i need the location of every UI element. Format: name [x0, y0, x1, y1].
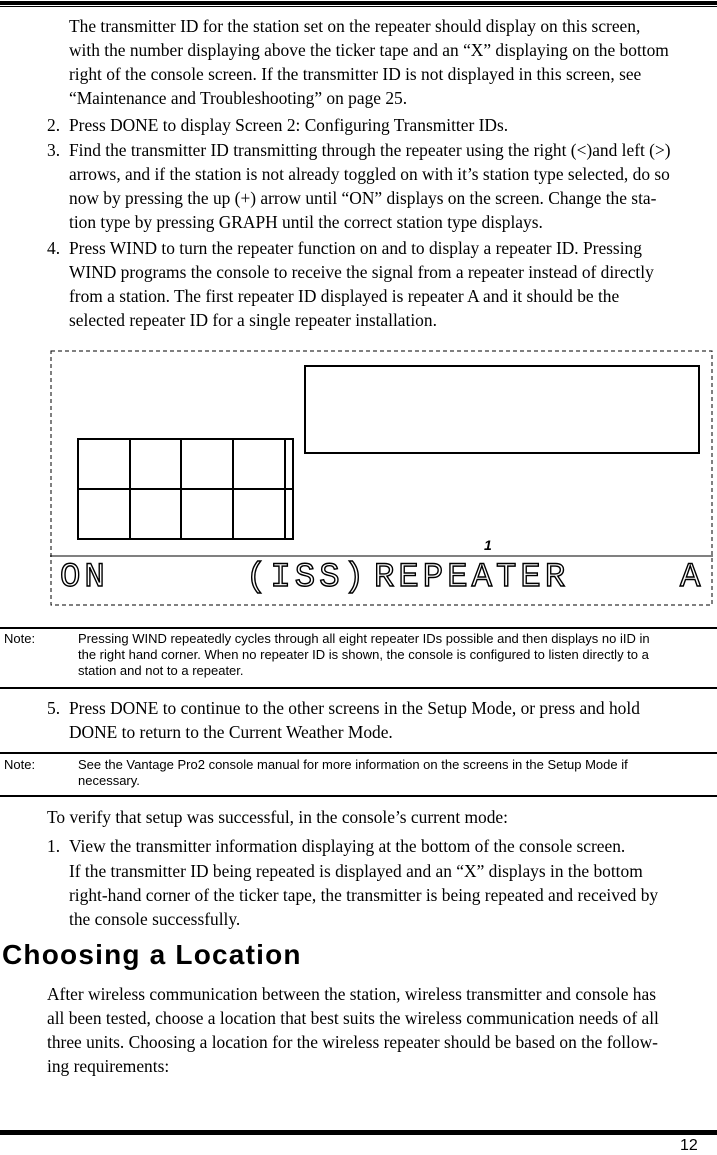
note-body — [78, 757, 714, 789]
step-4 — [47, 236, 717, 334]
text-line: three units. Choosing a location for the wireless repeater should be based on the follow- — [47, 1032, 658, 1052]
step-2 — [47, 113, 717, 137]
step-text: arrows, and if the station is not already toggled on with it’s station type selected, do so — [69, 164, 670, 184]
step-text: now by pressing the up (+) arrow until “ON” displays on the screen. Change the sta- — [69, 188, 657, 208]
step-text: View the transmitter information displaying at the bottom of the console screen. — [69, 836, 626, 856]
note-body — [78, 631, 714, 679]
top-rule-thin — [0, 6, 717, 7]
note-label: Note: — [4, 631, 36, 646]
top-rule — [0, 1, 717, 5]
step-number: 3. — [47, 140, 61, 160]
note-rule-bottom — [0, 795, 717, 797]
text-line: with the number displaying above the ticker tape and an “X” displaying on the bottom — [69, 40, 669, 60]
text-line: all been tested, choose a location that best suits the wireless communication needs of all — [47, 1008, 659, 1028]
step-text: selected repeater ID for a single repeater installation. — [69, 310, 437, 330]
note-line: Pressing WIND repeatedly cycles through all eight repeater IDs possible and then displays no iID in — [78, 631, 650, 646]
note-label: Note: — [4, 757, 36, 772]
verify-paragraph: To verify that setup was successful, in the console’s current mode: — [47, 807, 508, 827]
text-line: ing requirements: — [47, 1056, 170, 1076]
step-text: Find the transmitter ID transmitting through the repeater using the right (<)and left (>) — [69, 140, 671, 160]
note-rule-top — [0, 627, 717, 629]
step-text: DONE to return to the Current Weather Mode. — [69, 722, 393, 742]
step-text: right-hand corner of the ticker tape, the transmitter is being repeated and received by — [69, 885, 659, 905]
text-line: right of the console screen. If the transmitter ID is not displayed in this screen, see — [69, 64, 642, 84]
step-3 — [47, 138, 717, 236]
text-line: “Maintenance and Troubleshooting” on page 25. — [69, 88, 408, 108]
note-line: the right hand corner. When no repeater ID is shown, the console is configured to listen directly to a — [78, 647, 649, 662]
ticker-repeater-id: A — [680, 559, 705, 597]
ticker-station-type: (ISS) — [246, 559, 369, 597]
step-text: from a station. The first repeater ID displayed is repeater A and it should be the — [69, 286, 620, 306]
note-rule-top — [0, 752, 717, 754]
data-grid — [78, 439, 293, 539]
note-2 — [0, 757, 717, 791]
note-1 — [0, 631, 717, 681]
note-line: station and not to a repeater. — [78, 663, 244, 678]
step-text: Press WIND to turn the repeater function on and to display a repeater ID. Pressing — [69, 238, 642, 258]
step-number: 2. — [47, 115, 61, 135]
step-text: tion type by pressing GRAPH until the correct station type displays. — [69, 212, 543, 232]
text-line: The transmitter ID for the station set on the repeater should display on this screen, — [69, 16, 641, 36]
step-text: WIND programs the console to receive the signal from a repeater instead of directly — [69, 262, 654, 282]
step-number: 5. — [47, 698, 61, 718]
page-number: 12 — [680, 1137, 698, 1154]
step-text: the console successfully. — [69, 909, 241, 929]
graph-area-box — [305, 366, 699, 453]
note-line: See the Vantage Pro2 console manual for more information on the screens in the Setup Mode if — [78, 757, 628, 772]
step-text: Press DONE to continue to the other screens in the Setup Mode, or press and hold — [69, 698, 640, 718]
step-5 — [47, 696, 717, 746]
step-text: Press DONE to display Screen 2: Configuring Transmitter IDs. — [69, 115, 509, 135]
step-number: 1. — [47, 836, 61, 856]
ticker-repeater-label: REPEATER — [374, 559, 570, 597]
step-number: 4. — [47, 238, 61, 258]
bottom-rule — [0, 1130, 717, 1135]
transmitter-number: 1 — [484, 537, 492, 553]
console-display-figure — [50, 350, 713, 606]
note-line: necessary. — [78, 773, 140, 788]
console-display-svg — [50, 350, 713, 606]
verify-step-1 — [47, 834, 717, 932]
section-heading: Choosing a Location — [2, 939, 302, 970]
text-line: After wireless communication between the station, wireless transmitter and console has — [47, 984, 656, 1004]
step-text: If the transmitter ID being repeated is displayed and an “X” displays in the bottom — [69, 861, 643, 881]
note-rule-bottom — [0, 687, 717, 689]
ticker-on: ON — [60, 559, 109, 597]
